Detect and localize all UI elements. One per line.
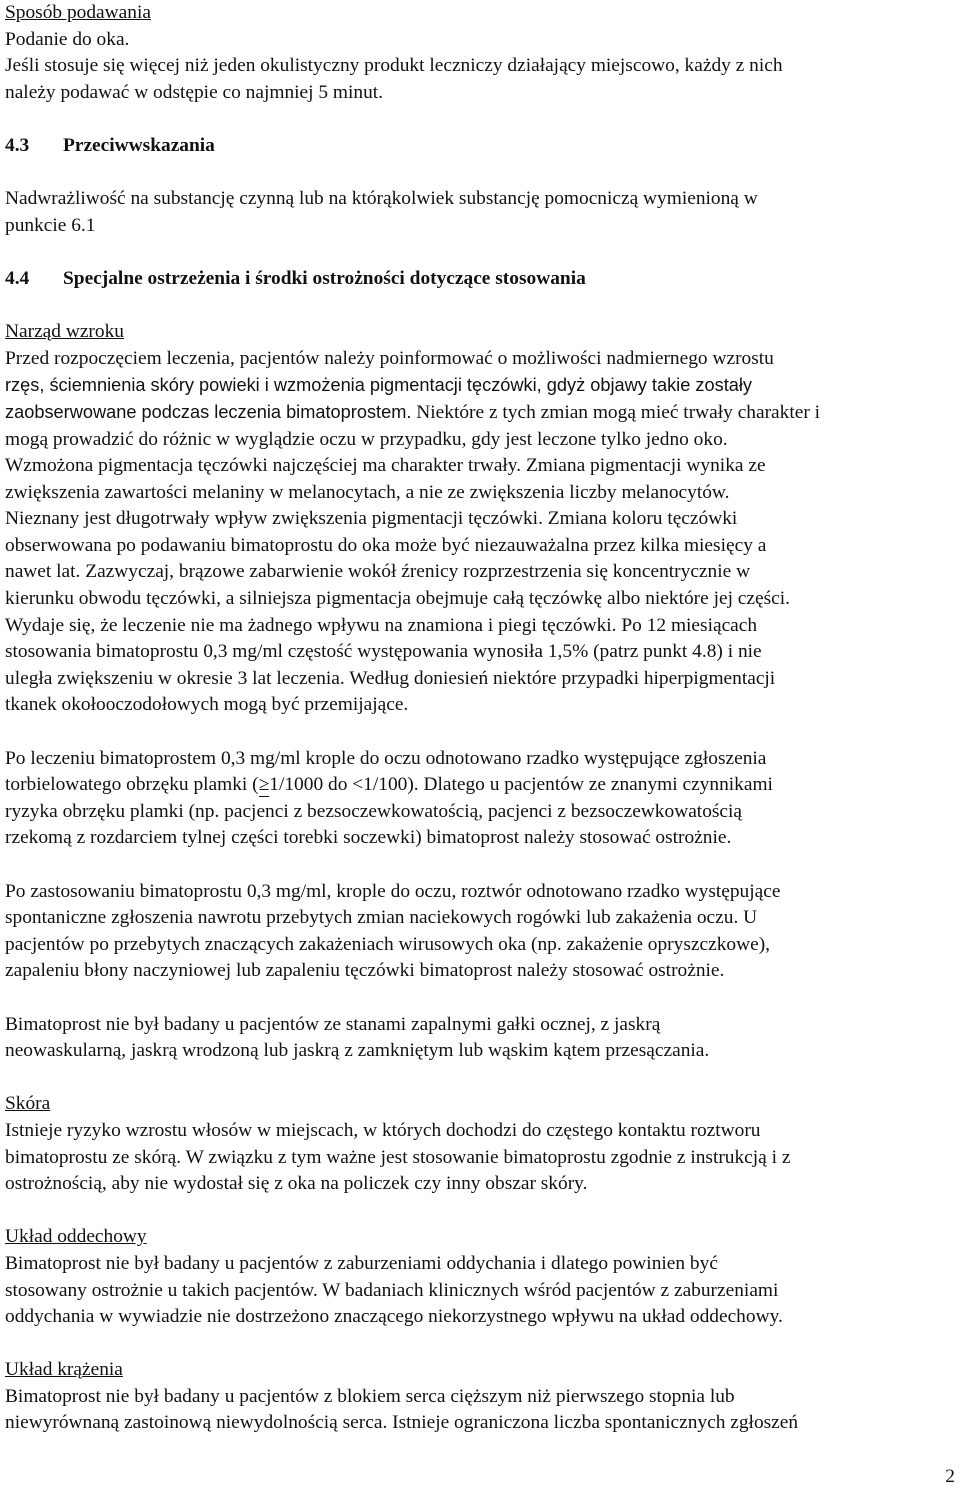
section-title: Przeciwwskazania bbox=[63, 134, 215, 156]
text-line: zaobserwowane podczas leczenia bimatoprostem. Niektóre z tych zmian mogą mieć trwały charakter i bbox=[5, 401, 821, 423]
text-line: mogą prowadzić do różnic w wyglądzie oczu w przypadku, gdy jest leczone tylko jedno oko. bbox=[5, 428, 728, 450]
text-line: Podanie do oka. bbox=[5, 28, 130, 50]
text-line: niewyrównaną zastoinową niewydolnością serca. Istnieje ograniczona liczba spontanicznych zgłoszeń bbox=[5, 1412, 799, 1434]
text-line: Bimatoprost nie był badany u pacjentów z blokiem serca cięższym niż pierwszego stopnia lub bbox=[5, 1385, 735, 1407]
section-number: 4.3 bbox=[5, 134, 30, 156]
text-line: uległa zwiększeniu w okresie 3 lat leczenia. Według doniesień niektóre przypadki hiperpigmentacji bbox=[5, 667, 776, 689]
subheading-circulatory: Układ krążenia bbox=[5, 1359, 123, 1381]
text-line: Po zastosowaniu bimatoprostu 0,3 mg/ml, krople do oczu, roztwór odnotowano rzadko występujące bbox=[5, 880, 781, 902]
text-line: Po leczeniu bimatoprostem 0,3 mg/ml krople do oczu odnotowano rzadko występujące zgłoszenia bbox=[5, 747, 767, 769]
section-title: Specjalne ostrzeżenia i środki ostrożności dotyczące stosowania bbox=[63, 267, 586, 289]
text-line: Istnieje ryzyko wzrostu włosów w miejscach, w których dochodzi do częstego kontaktu roztworu bbox=[5, 1119, 761, 1141]
text-line: bimatoprostu ze skórą. W związku z tym ważne jest stosowanie bimatoprostu zgodnie z instrukcją i z bbox=[5, 1146, 791, 1168]
greater-equal-symbol: ≥ bbox=[259, 772, 270, 799]
subheading-skin: Skóra bbox=[5, 1093, 51, 1115]
text-line: nawet lat. Zazwyczaj, brązowe zabarwienie wokół źrenicy rozprzestrzenia się koncentrycznie w bbox=[5, 561, 751, 583]
text-line: Wzmożona pigmentacja tęczówki najczęściej ma charakter trwały. Zmiana pigmentacji wynika ze bbox=[5, 455, 766, 477]
text-line: punkcie 6.1 bbox=[5, 214, 96, 236]
text-line: należy podawać w odstępie co najmniej 5 minut. bbox=[5, 81, 384, 103]
section-number: 4.4 bbox=[5, 267, 30, 289]
text-line: kierunku obwodu tęczówki, a silniejsza pigmentacja obejmuje całą tęczówkę albo niektóre jej części. bbox=[5, 588, 791, 610]
subheading-administration: Sposób podawania bbox=[5, 2, 151, 23]
text-line: Jeśli stosuje się więcej niż jeden okulistyczny produkt leczniczy działający miejscowo, każdy z nich bbox=[5, 55, 783, 77]
text-line: torbielowatego obrzęku plamki (≥1/1000 do <1/100). Dlatego u pacjentów ze znanymi czynnikami bbox=[5, 772, 955, 799]
document-page bbox=[5, 0, 955, 1437]
text-line: Nadwrażliwość na substancję czynną lub na którąkolwiek substancję pomocniczą wymienioną w bbox=[5, 188, 758, 210]
text-line: pacjentów po przebytych znaczących zakażeniach wirusowych oka (np. zakażenie opryszczkowe), bbox=[5, 933, 771, 955]
text-line: Nieznany jest długotrwały wpływ zwiększenia pigmentacji tęczówki. Zmiana koloru tęczówki bbox=[5, 508, 738, 530]
text-line: Bimatoprost nie był badany u pacjentów z zaburzeniami oddychania i dlatego powinien być bbox=[5, 1252, 718, 1274]
text-line: Bimatoprost nie był badany u pacjentów ze stanami zapalnymi gałki ocznej, z jaskrą bbox=[5, 1013, 661, 1035]
text-line: neowaskularną, jaskrą wrodzoną lub jaskrą z zamkniętym lub wąskim kątem przesączania. bbox=[5, 1040, 710, 1062]
subheading-respiratory: Układ oddechowy bbox=[5, 1226, 147, 1248]
text-line: rzekomą z rozdarciem tylnej części torebki soczewki) bimatoprost należy stosować ostrożnie. bbox=[5, 827, 732, 849]
text-line: ostrożnością, aby nie wydostał się z oka na policzek czy inny obszar skóry. bbox=[5, 1173, 588, 1195]
text-line: Przed rozpoczęciem leczenia, pacjentów należy poinformować o możliwości nadmiernego wzrostu bbox=[5, 347, 774, 369]
subheading-eye: Narząd wzroku bbox=[5, 321, 124, 343]
text-line: tkanek okołooczodołowych mogą być przemijające. bbox=[5, 694, 409, 716]
text-line: Wydaje się, że leczenie nie ma żadnego wpływu na znamiona i piegi tęczówki. Po 12 miesiącach bbox=[5, 614, 758, 636]
text-line: obserwowana po podawaniu bimatoprostu do oka może być niezauważalna przez kilka miesięcy a bbox=[5, 534, 767, 556]
section-heading-4-4 bbox=[5, 266, 955, 293]
text-line: rzęs, ściemnienia skóry powieki i wzmożenia pigmentacji tęczówki, gdyż objawy takie zostały bbox=[5, 375, 752, 396]
section-heading-4-3 bbox=[5, 133, 955, 160]
text-line: zapaleniu błony naczyniowej lub zapaleniu tęczówki bimatoprost należy stosować ostrożnie. bbox=[5, 960, 725, 982]
page-number: 2 bbox=[945, 1466, 955, 1487]
text-line: stosowania bimatoprostu 0,3 mg/ml częstość występowania wynosiła 1,5% (patrz punkt 4.8) i nie bbox=[5, 641, 762, 663]
text-line: stosowany ostrożnie u takich pacjentów. W badaniach klinicznych wśród pacjentów z zaburzeniami bbox=[5, 1279, 779, 1301]
text-line: spontaniczne zgłoszenia nawrotu przebytych zmian naciekowych rogówki lub zakażenia oczu. U bbox=[5, 907, 758, 929]
text-line: zwiększenia zawartości melaniny w melanocytach, a nie ze zwiększenia liczby melanocytów. bbox=[5, 481, 730, 503]
text-line: ryzyka obrzęku plamki (np. pacjenci z bezsoczewkowatością, pacjenci z bezsoczewkowatością bbox=[5, 800, 743, 822]
text-line: oddychania w wywiadzie nie dostrzeżono znaczącego niekorzystnego wpływu na układ oddechowy. bbox=[5, 1306, 783, 1328]
